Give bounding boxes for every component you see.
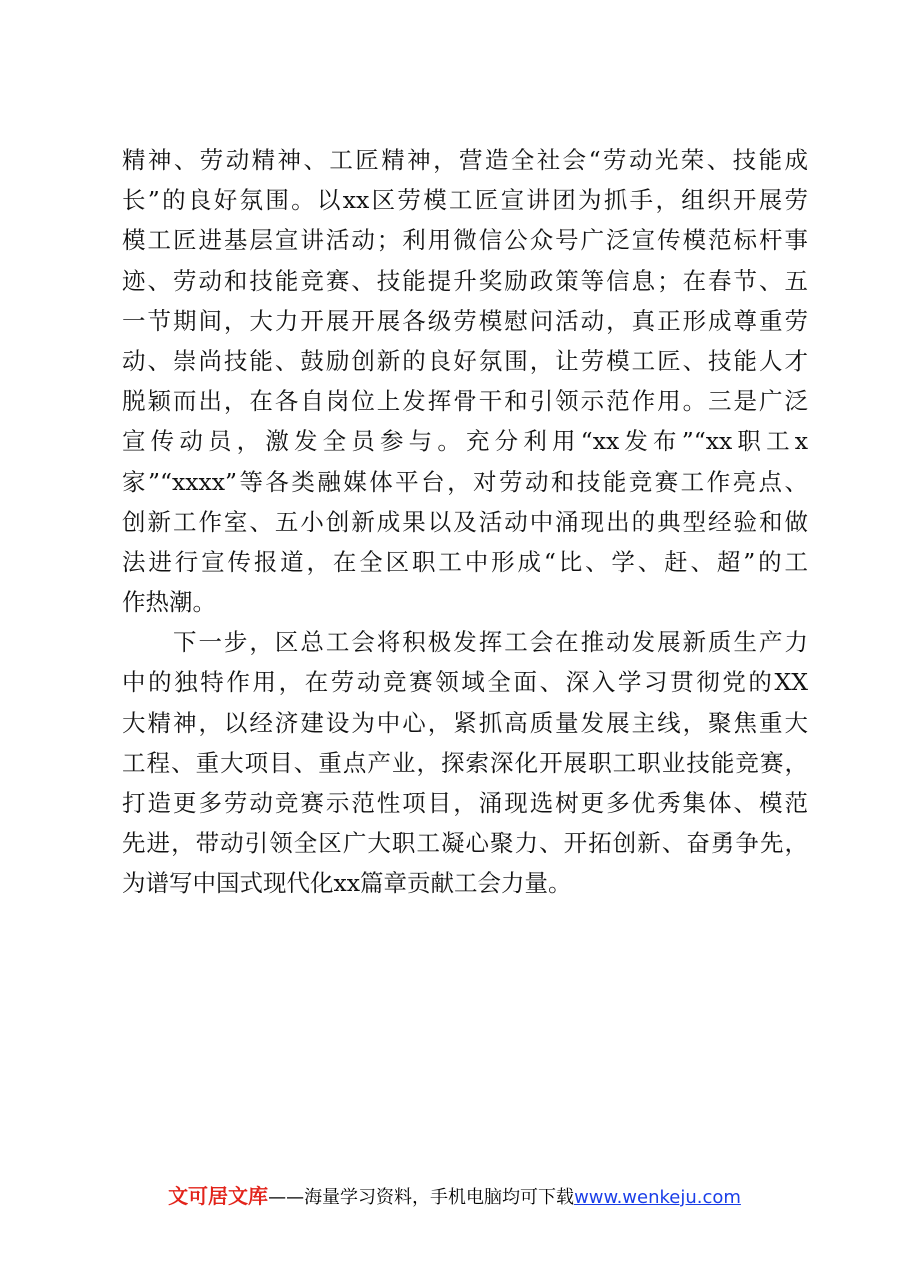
text-line: 打造更多劳动竞赛示范性项目，涌现选树更多优秀集体、模范: [122, 789, 808, 817]
footer-banner: [0, 1183, 909, 1211]
text-line: 精神、劳动精神、工匠精神，营造全社会“劳动光荣、技能成: [122, 146, 808, 174]
brand-name: 文可居文库: [168, 1184, 269, 1208]
text-line: 模工匠进基层宣讲活动；利用微信公众号广泛宣传模范标杆事: [122, 226, 808, 255]
text-line: 中的独特作用，在劳动竞赛领域全面、深入学习贯彻党的XX: [122, 668, 808, 697]
text-line: 长”的良好氛围。以xx区劳模工匠宣讲团为抓手，组织开展劳: [122, 186, 808, 215]
text-line: 动、崇尚技能、鼓励创新的良好氛围，让劳模工匠、技能人才: [122, 346, 808, 375]
text-line: 法进行宣传报道，在全区职工中形成“比、学、赶、超”的工: [122, 547, 808, 576]
text-line: 为谱写中国式现代化xx篇章贡献工会力量。: [122, 869, 572, 898]
text-line: 创新工作室、五小创新成果以及活动中涌现出的典型经验和做: [122, 507, 808, 536]
text-line: 作热潮。: [122, 588, 216, 617]
text-line: 一节期间，大力开展开展各级劳模慰问活动，真正形成尊重劳: [122, 306, 808, 335]
text-line: 家”“xxxx”等各类融媒体平台，对劳动和技能竞赛工作亮点、: [122, 467, 808, 496]
text-line: 先进，带动引领全区广大职工凝心聚力、开拓创新、奋勇争先，: [122, 829, 808, 858]
text-line: 下一步，区总工会将积极发挥工会在推动发展新质生产力: [122, 628, 808, 657]
footer-tagline: ——海量学习资料，手机电脑均可下载: [268, 1187, 575, 1208]
text-line: 迹、劳动和技能竞赛、技能提升奖励政策等信息；在春节、五: [122, 266, 808, 295]
body-text: [122, 140, 808, 904]
website-link[interactable]: www.wenkeju.com: [574, 1187, 741, 1208]
text-line: 脱颖而出，在各自岗位上发挥骨干和引领示范作用。三是广泛: [122, 387, 808, 416]
text-line: 大精神，以经济建设为中心，紧抓高质量发展主线，聚焦重大: [122, 708, 808, 737]
text-line: 工程、重大项目、重点产业，探索深化开展职工职业技能竞赛，: [122, 748, 808, 777]
text-line: 宣传动员，激发全员参与。充分利用“xx发布”“xx职工x: [122, 427, 808, 456]
